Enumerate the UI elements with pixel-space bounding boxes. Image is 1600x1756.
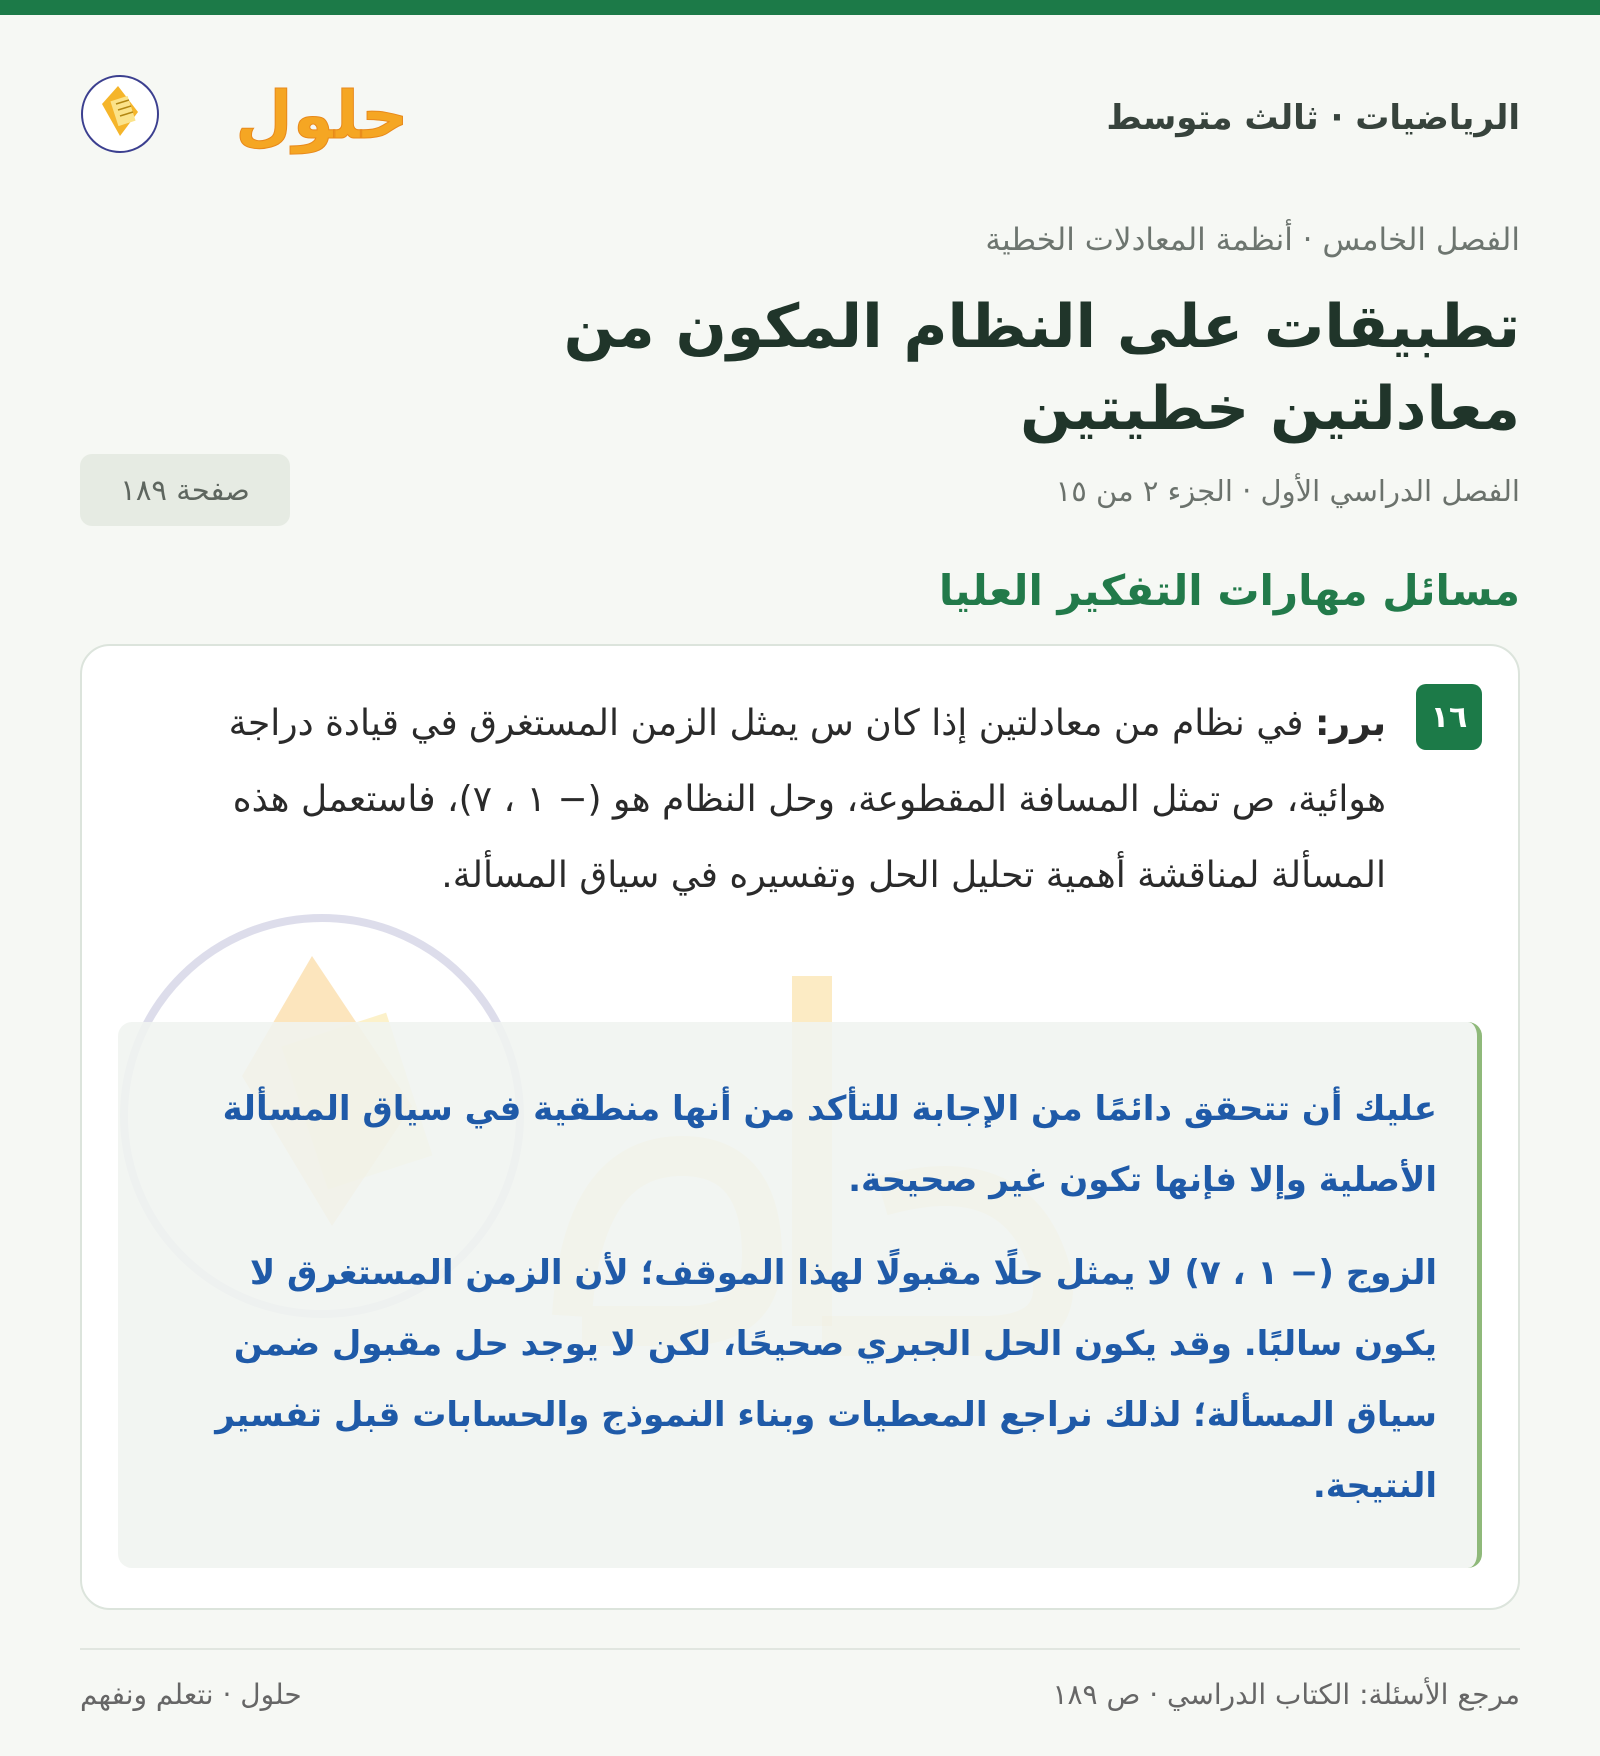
lesson-title: تطبيقات على النظام المكون من معادلتين خطيتين [563,292,1520,444]
page-header [80,62,1520,182]
answer-paragraph: الزوج (− ١ ، ٧) لا يمثل حلًا مقبولًا لهذا الموقف؛ لأن الزمن المستغرق لا يكون سالبًا. وقد يكون الحل الجبري صحيحًا، لكن لا يوجد حل مقبول ضمن سياق المسألة؛ لذلك نراجع المعطيات وبناء النموذج والحسابات قبل تفسير النتيجة. [215,1253,1437,1506]
footer-brand: حلول · نتعلم ونفهم [80,1678,302,1711]
logo-wordmark: حلول [235,77,409,154]
question-body: في نظام من معادلتين إذا كان س يمثل الزمن المستغرق في قيادة دراجة هوائية، ص تمثل المسافة المقطوعة، وحل النظام هو (− ١ ، ٧)، فاستعمل هذه المسألة لمناقشة أهمية تحليل الحل وتفسيره في سياق المسألة. [228,703,1386,896]
question-number-badge: ١٦ [1416,684,1482,750]
footer-divider [80,1648,1520,1650]
answer-box [118,1022,1482,1568]
question-lead: برر: [1314,703,1386,744]
top-accent-bar [0,0,1600,15]
subject-label: الرياضيات · ثالث متوسط [1106,98,1520,138]
question-text [166,686,1386,914]
lesson-meta: الفصل الدراسي الأول · الجزء ٢ من ١٥ [1055,474,1520,508]
section-heading: مسائل مهارات التفكير العليا [938,566,1520,615]
footer-reference: مرجع الأسئلة: الكتاب الدراسي · ص ١٨٩ [1052,1678,1520,1711]
unit-breadcrumb: الفصل الخامس · أنظمة المعادلات الخطية [985,222,1520,258]
page-number-badge: صفحة ١٨٩ [80,454,290,526]
answer-paragraph: عليك أن تتحقق دائمًا من الإجابة للتأكد من أنها منطقية في سياق المسألة الأصلية وإلا فإنها تكون غير صحيحة. [222,1089,1437,1200]
question-card [80,644,1520,1610]
hulul-logo[interactable] [80,62,409,182]
